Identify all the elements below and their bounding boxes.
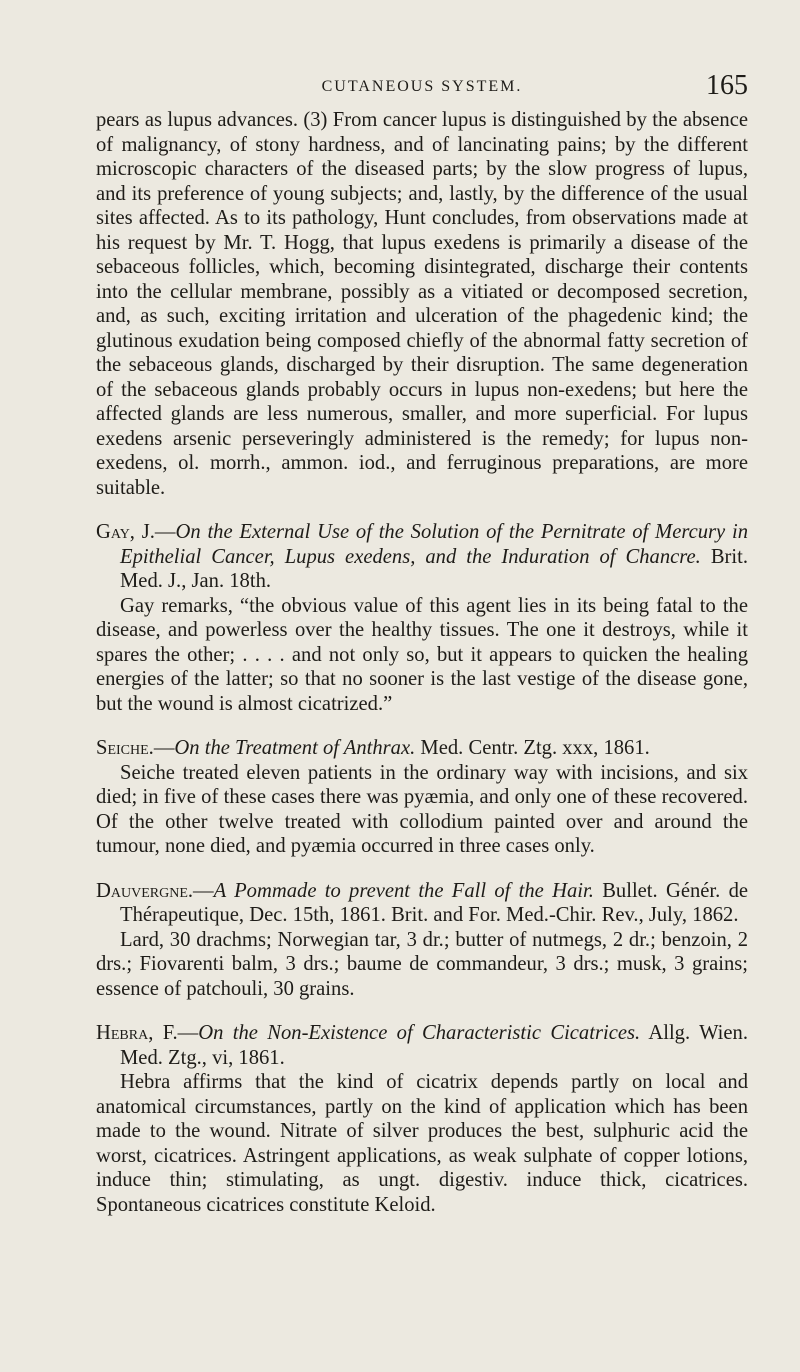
entry-citation: Hebra, F.—On the Non-Existence of Characteristic Cicatrices. Allg. Wien. Med. Ztg., vi, 1861.	[96, 1022, 748, 1069]
entry-source: Med. Centr. Ztg. xxx, 1861.	[420, 737, 650, 759]
running-head: CUTANEOUS SYSTEM.	[321, 78, 523, 95]
entry-body: Hebra affirms that the kind of cicatrix depends partly on local and anatomical circumstances, partly on the kind of application which has been made to the wound. Nitrate of silver produces the best, sulphuric acid the worst, cicatrices. Astringent applications, as weak sulphate of copper lotions, induce thin; stimulating, as ungt. digestiv. induce thick, cicatrices. Spontaneous cicatrices constitute Keloid.	[96, 1071, 748, 1216]
entry-citation: Dauvergne.—A Pommade to prevent the Fall of the Hair. Bullet. Génér. de Thérapeutique, Dec. 15th, 1861. Brit. and For. Med.-Chir. Rev., July, 1862.	[96, 879, 749, 926]
intro-paragraph: pears as lupus advances. (3) From cancer lupus is distinguished by the absence of malignancy, of stony hardness, and of lancinating pains; by the different microscopic characters of the diseased parts; by the slow progress of lupus, and its preference of young subjects; and, lastly, by the difference of the usual sites affected. As to its pathology, Hunt concludes, from observations made at his request by Mr. T. Hogg, that lupus exedens is primarily a disease of the sebaceous follicles, which, becoming disintegrated, discharge their contents into the cellular membrane, possibly as a vitiated or decomposed secretion, and, as such, exciting irritation and ulceration of the phagedenic kind; the glutinous exudation being composed chiefly of the abnormal fatty secretion of the sebaceous glands, discharged by their disruption. The same degeneration of the sebaceous glands probably occurs in lupus non-exedens; but here the affected glands are less numerous, smaller, and more superficial. For lupus exedens arsenic perseveringly administered is the remedy; for lupus non-exedens, ol. morrh., ammon. iod., and ferruginous preparations, are more suitable.	[96, 109, 748, 499]
entry-source: Bullet. Génér. de Thérapeutique, Dec. 15th, 1861. Brit. and For. Med.-Chir. Rev., July, 1862.	[120, 879, 749, 926]
bibliography-entry-seiche	[96, 736, 748, 859]
entry-source: Allg. Wien. Med. Ztg., vi, 1861.	[120, 1022, 748, 1069]
entry-body: Seiche treated eleven patients in the ordinary way with incisions, and six died; in five of these cases there was pyæmia, and only one of these recovered. Of the other twelve treated with collodium painted over and around the tumour, none died, and pyæmia occurred in three cases only.	[96, 761, 748, 857]
page-number: 165	[706, 70, 748, 101]
entry-body: Lard, 30 drachms; Norwegian tar, 3 dr.; butter of nutmegs, 2 dr.; benzoin, 2 drs.; Fiovarenti balm, 3 drs.; baume de commandeur, 3 drs.; musk, 3 grains; essence of patchouli, 30 grains.	[96, 928, 748, 1000]
entry-citation: Seiche.—On the Treatment of Anthrax. Med. Centr. Ztg. xxx, 1861.	[96, 737, 650, 759]
bibliography-entry-dauvergne	[96, 879, 748, 1002]
entry-author: Dauvergne.	[96, 879, 194, 902]
page-body	[96, 108, 748, 1217]
entry-citation: Gay, J.—On the External Use of the Solution of the Pernitrate of Mercury in Epithelial Cancer, Lupus exedens, and the Induration of Chancre. Brit. Med. J., Jan. 18th.	[96, 521, 748, 592]
entry-title: On the Treatment of Anthrax.	[174, 737, 416, 759]
bibliography-entry-gay	[96, 520, 748, 716]
entry-body: Gay remarks, “the obvious value of this agent lies in its being fatal to the disease, and powerless over the healthy tissues. The one it destroys, while it spares the other; . . . . and not only so, but it appears to quicken the healing energies of the latter; so that no sooner is the last vestige of the disease gone, but the wound is almost cicatrized.”	[96, 594, 748, 715]
entry-title: On the Non-Existence of Characteristic Cicatrices.	[198, 1022, 641, 1044]
entry-author: Seiche.	[96, 737, 154, 759]
entry-title: On the External Use of the Solution of the Pernitrate of Mercury in Epithelial Cancer, Lupus exedens, and the Induration of Chancre.	[120, 521, 748, 568]
entry-author: Gay, J.	[96, 521, 155, 543]
entry-source: Brit. Med. J., Jan. 18th.	[120, 545, 748, 592]
page-header	[96, 70, 748, 100]
bibliography-entry-hebra	[96, 1021, 748, 1217]
entry-title: A Pommade to prevent the Fall of the Hair.	[213, 879, 594, 902]
entry-author: Hebra, F.	[96, 1022, 178, 1044]
